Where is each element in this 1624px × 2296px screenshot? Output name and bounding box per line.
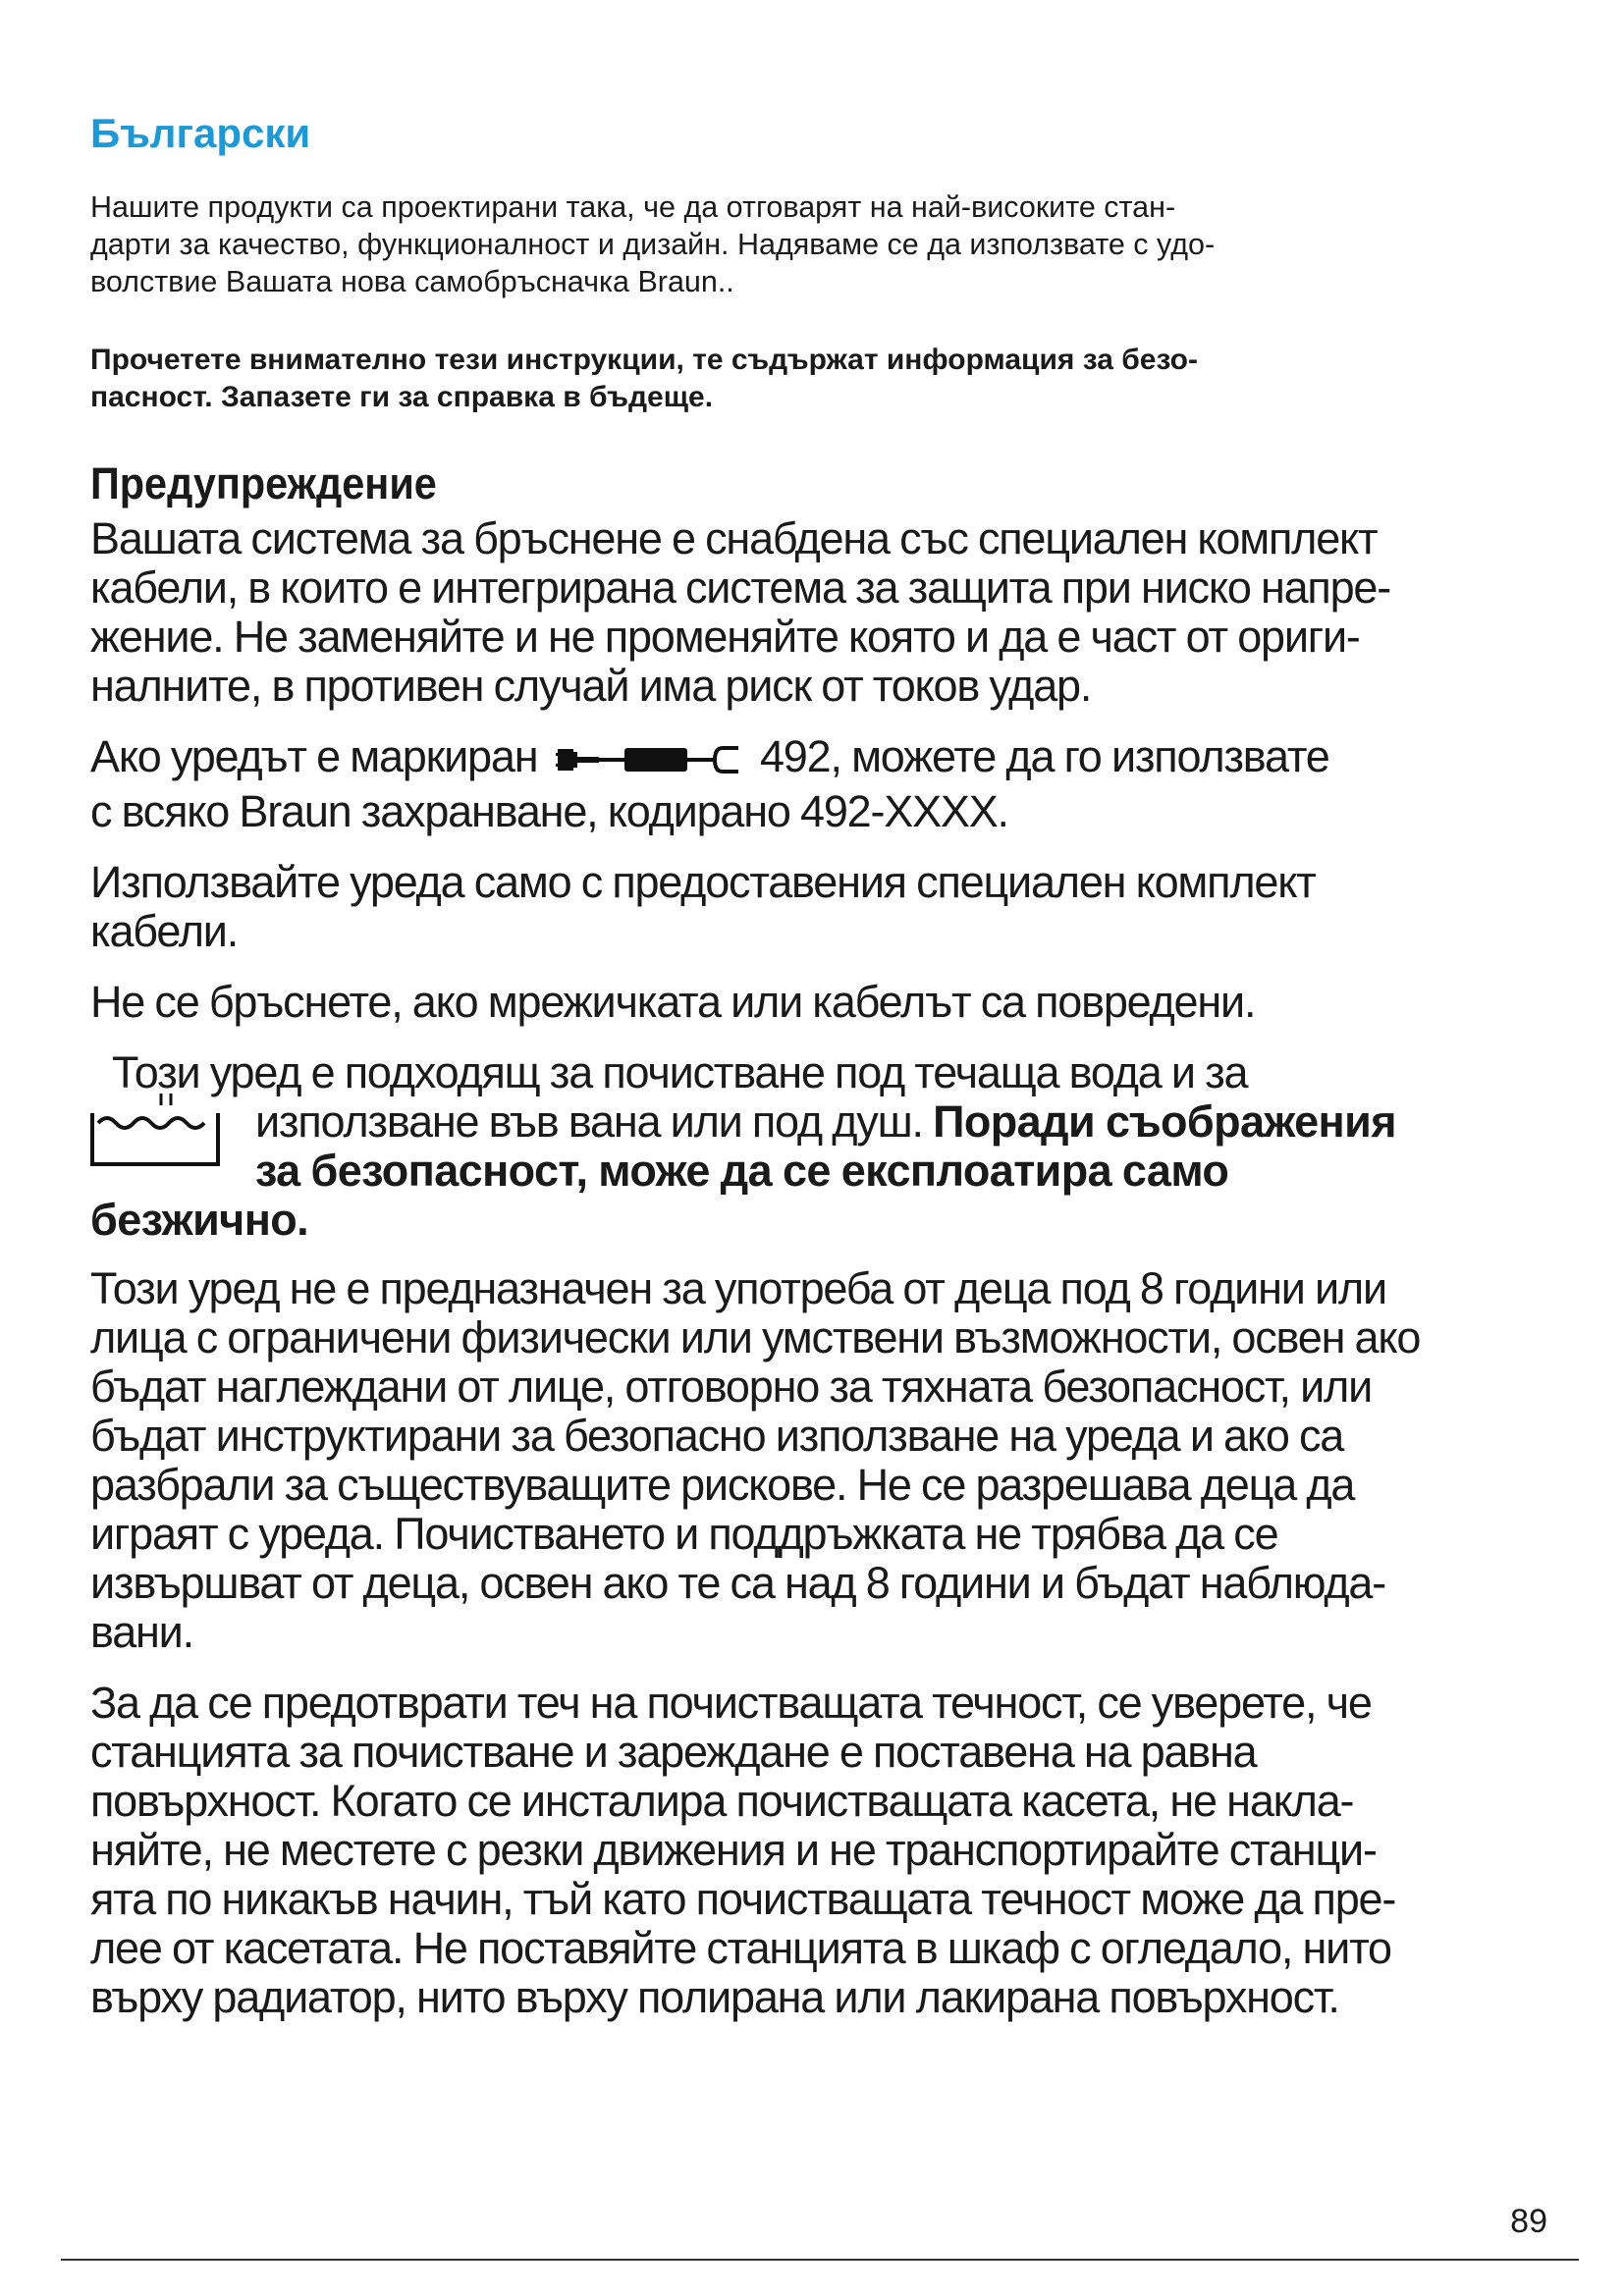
bold-safety-text: безжично.	[90, 1195, 309, 1245]
paragraph-text: Ако уредът е маркиран	[90, 731, 538, 781]
bold-safety-text: Поради съображения	[933, 1096, 1396, 1147]
paragraph-line: няйте, не местете с резки движения и не транспортирайте станци-	[90, 1825, 1377, 1875]
warning-paragraph-cable-set	[90, 514, 1553, 711]
paragraph-line: ята по никакъв начин, тъй като почистващата течност може да пре-	[90, 1874, 1396, 1924]
intro-paragraph	[90, 188, 1553, 300]
paragraph-line	[90, 732, 1553, 787]
page-number: 89	[1510, 2203, 1547, 2240]
paragraph-line: играят с уреда. Почистването и поддръжката не трябва да се	[90, 1509, 1278, 1559]
warning-paragraph-cleaning-station	[90, 1679, 1553, 2022]
paragraph-line: с всяко Braun захранване, кодирано 492-XXXX.	[90, 786, 1008, 836]
paragraph-line: лее от касетата. Не поставяйте станцията в шкаф с огледало, нито	[90, 1923, 1391, 1973]
warning-paragraph-use-cable	[90, 858, 1553, 956]
paragraph-text: 492, можете да го използвате	[759, 731, 1329, 781]
paragraph-line: върху радиатор, нито върху полирана или лакирана повърхност.	[90, 1972, 1339, 2022]
warning-title: Предупреждение	[90, 458, 437, 508]
document-page	[90, 108, 1553, 2044]
paragraph-line: жение. Не заменяйте и не променяйте която и да е част от ориги-	[90, 612, 1360, 662]
paragraph-line: налните, в противен случай има риск от токов удар.	[90, 661, 1092, 711]
paragraph-line: За да се предотврати теч на почистващата течност, се уверете, че	[90, 1678, 1372, 1728]
intro-line: дарти за качество, функционалност и дизайн. Надяваме се да използвате с удо-	[90, 228, 1216, 261]
paragraph-line: кабели.	[90, 906, 239, 956]
paragraph-line: Вашата система за бръснене е снабдена със специален комплект	[90, 513, 1378, 563]
paragraph-line: разбрали за съществуващите рискове. Не се разрешава деца да	[90, 1460, 1355, 1510]
paragraph-line: Този уред не е предназначен за употреба от деца под 8 години или	[90, 1263, 1386, 1313]
paragraph-line: кабели, в които е интегрирана система за защита при ниско напре-	[90, 562, 1391, 613]
paragraph-line: вани.	[90, 1607, 193, 1657]
notice-line: Прочетете внимателно тези инструкции, те съдържат информация за безо-	[90, 344, 1198, 376]
shower-bath-icon	[86, 1094, 224, 1182]
plug-cable-symbol-icon	[556, 738, 742, 787]
paragraph-line: Този уред е подходящ за почистване под течаща вода и за	[112, 1047, 1248, 1097]
paragraph-line: повърхност. Когато се инсталира почистващата касета, не накла-	[90, 1776, 1354, 1826]
warning-paragraph-children	[90, 1264, 1553, 1657]
paragraph-line: станцията за почистване и зареждане е поставена на равна	[90, 1727, 1257, 1777]
bold-safety-text: за безопасност, може да се експлоатира само	[255, 1146, 1229, 1196]
footer-divider	[61, 2259, 1579, 2261]
warning-paragraph-damaged: Не се бръснете, ако мрежичката или кабелът са повредени.	[90, 977, 1256, 1027]
warning-paragraph-water	[90, 1048, 1553, 1245]
paragraph-line: Използвайте уреда само с предоставения специален комплект	[90, 857, 1316, 907]
paragraph-text: използване във вана или под душ.	[255, 1096, 923, 1147]
read-instructions-notice	[90, 342, 1553, 416]
intro-line: Нашите продукти са проектирани така, че да отговарят на най-високите стан-	[90, 190, 1176, 224]
language-heading: Български	[90, 110, 311, 156]
paragraph-line: бъдат инструктирани за безопасно използване на уреда и ако са	[90, 1411, 1344, 1461]
paragraph-line: лица с ограничени физически или умствени възможности, освен ако	[90, 1312, 1421, 1362]
warning-paragraph-marking	[90, 732, 1553, 836]
paragraph-line	[90, 1097, 1553, 1147]
intro-line: волствие Вашата нова самобръсначка Braun..	[90, 265, 734, 298]
paragraph-line: извършват от деца, освен ако те са над 8 години и бъдат наблюда-	[90, 1558, 1386, 1608]
notice-line: пасност. Запазете ги за справка в бъдеще.	[90, 381, 714, 413]
paragraph-line: бъдат наглеждани от лице, отговорно за тяхната безопасност, или	[90, 1362, 1373, 1412]
